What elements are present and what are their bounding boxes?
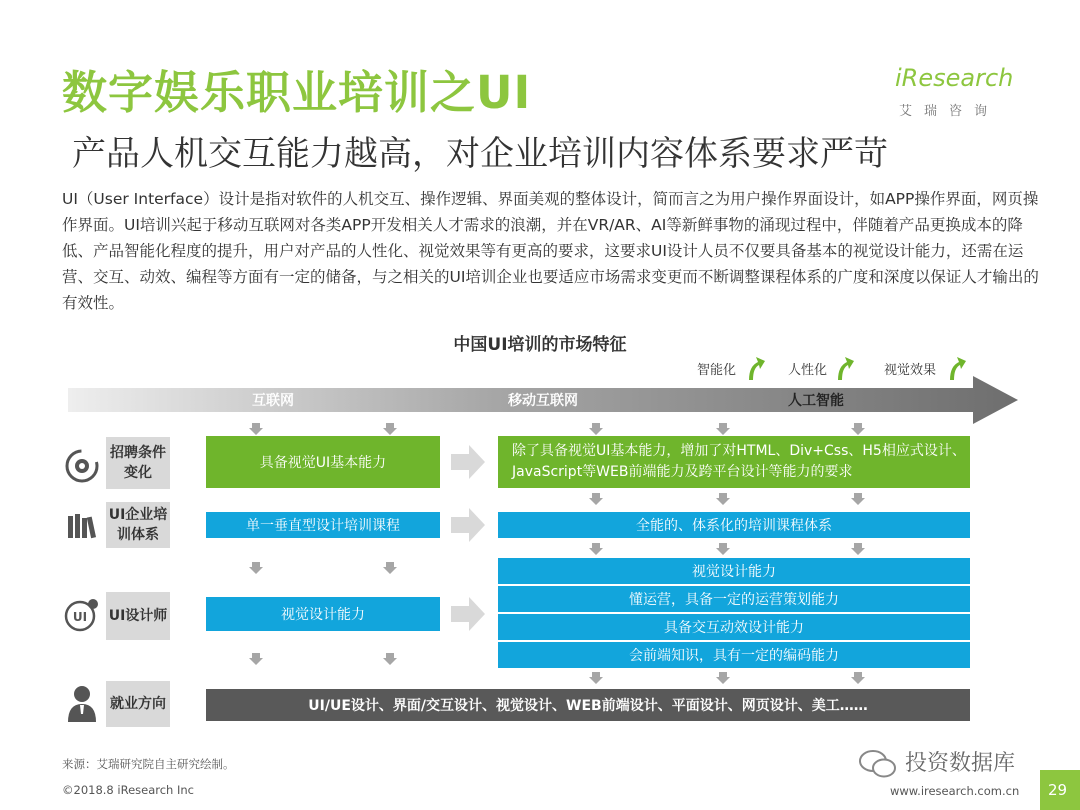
right-arrow-icon bbox=[451, 597, 485, 631]
copyright: ©2018.8 iResearch Inc bbox=[62, 783, 194, 797]
down-arrow-icon bbox=[716, 543, 730, 555]
down-arrow-icon bbox=[851, 543, 865, 555]
down-arrow-icon bbox=[589, 423, 603, 435]
intro-paragraph: UI（User Interface）设计是指对软件的人机交互、操作逻辑、界面美观的整体设计，简而言之为用户操作界面设计，如APP操作界面，网页操作界面。UI培训兴起于移动互联网对各类APP开发相关人才需求的浪潮，并在VR/AR、AI等新鲜事物的涌现过程中，伴随着产品更换成本的降低、产品智能化程度的提升，用户对产品的人性化、视觉效果等有更高的要求，这要求UI设计人员不仅要具备基本的视觉设计能力，还需在运营、交互、动效、编程等方面有一定的储备，与之相关的UI培训企业也要适应市场需求变更而不断调整课程体系的广度和深度以保证人才输出的有效性。 bbox=[62, 190, 1039, 312]
box-designer-skill-2: 懂运营，具备一定的运营策划能力 bbox=[498, 586, 970, 612]
box-career-paths: UI/UE设计、界面/交互设计、视觉设计、WEB前端设计、平面设计、网页设计、美工…… bbox=[206, 689, 970, 721]
person-icon bbox=[66, 684, 98, 722]
ui-badge-icon bbox=[64, 598, 100, 632]
box-basic-visual-ui: 具备视觉UI基本能力 bbox=[206, 436, 440, 488]
down-arrow-icon bbox=[249, 423, 263, 435]
row-label-recruitment: 招聘条件变化 bbox=[106, 437, 170, 489]
down-arrow-icon bbox=[589, 672, 603, 684]
down-arrow-icon bbox=[249, 562, 263, 574]
trend-label: 人性化 bbox=[788, 363, 828, 378]
right-arrow-icon bbox=[451, 508, 485, 542]
box-single-vertical-course: 单一垂直型设计培训课程 bbox=[206, 512, 440, 538]
box-comprehensive-course-system: 全能的、体系化的培训课程体系 bbox=[498, 512, 970, 538]
down-arrow-icon bbox=[851, 493, 865, 505]
down-arrow-icon bbox=[383, 653, 397, 665]
down-arrow-icon bbox=[716, 423, 730, 435]
down-arrow-icon bbox=[249, 653, 263, 665]
box-designer-skill-1: 视觉设计能力 bbox=[498, 558, 970, 584]
row-label-designer: UI设计师 bbox=[106, 592, 170, 640]
trend-label: 视觉效果 bbox=[884, 363, 937, 378]
logo-wordmark: iResearch bbox=[895, 64, 1014, 92]
box-frontend-requirements: 除了具备视觉UI基本能力，增加了对HTML、Div+Css、H5相应式设计、JavaScript等WEB前端能力及跨平台设计等能力的要求 bbox=[498, 436, 970, 488]
gear-cycle-icon bbox=[64, 448, 100, 484]
down-arrow-icon bbox=[851, 672, 865, 684]
source-note: 来源：艾瑞研究院自主研究绘制。 bbox=[62, 757, 235, 771]
right-arrow-icon bbox=[451, 445, 485, 479]
logo-subtext: 艾瑞咨询 bbox=[899, 104, 1000, 119]
page-subtitle: 产品人机交互能力越高，对企业培训内容体系要求严苛 bbox=[72, 134, 888, 174]
phase-ai: 人工智能 bbox=[788, 393, 844, 409]
down-arrow-icon bbox=[716, 493, 730, 505]
box-designer-skill-3: 具备交互动效设计能力 bbox=[498, 614, 970, 640]
down-arrow-icon bbox=[383, 423, 397, 435]
wechat-watermark bbox=[858, 746, 1015, 779]
box-visual-design-left: 视觉设计能力 bbox=[206, 597, 440, 631]
wechat-account: 投资数据库 bbox=[905, 751, 1016, 776]
books-icon bbox=[66, 512, 98, 542]
phase-mobile-internet: 移动互联网 bbox=[508, 393, 578, 409]
iresearch-logo bbox=[893, 58, 1029, 122]
footer-url: www.iresearch.com.cn bbox=[890, 784, 1020, 798]
down-arrow-icon bbox=[383, 562, 397, 574]
down-arrow-icon bbox=[716, 672, 730, 684]
down-arrow-icon bbox=[589, 493, 603, 505]
box-designer-skill-4: 会前端知识，具有一定的编码能力 bbox=[498, 642, 970, 668]
down-arrow-icon bbox=[589, 543, 603, 555]
page-title: 数字娱乐职业培训之UI bbox=[62, 66, 532, 119]
down-arrow-icon bbox=[851, 423, 865, 435]
svg-text:UI: UI bbox=[72, 610, 88, 624]
row-label-training-system: UI企业培训体系 bbox=[106, 502, 170, 548]
diagram-title: 中国UI培训的市场特征 bbox=[453, 335, 627, 355]
phase-internet: 互联网 bbox=[252, 393, 294, 409]
wechat-icon bbox=[858, 749, 898, 779]
trend-label: 智能化 bbox=[697, 363, 737, 378]
page-number: 29 bbox=[1048, 781, 1068, 799]
row-label-career: 就业方向 bbox=[106, 681, 170, 727]
